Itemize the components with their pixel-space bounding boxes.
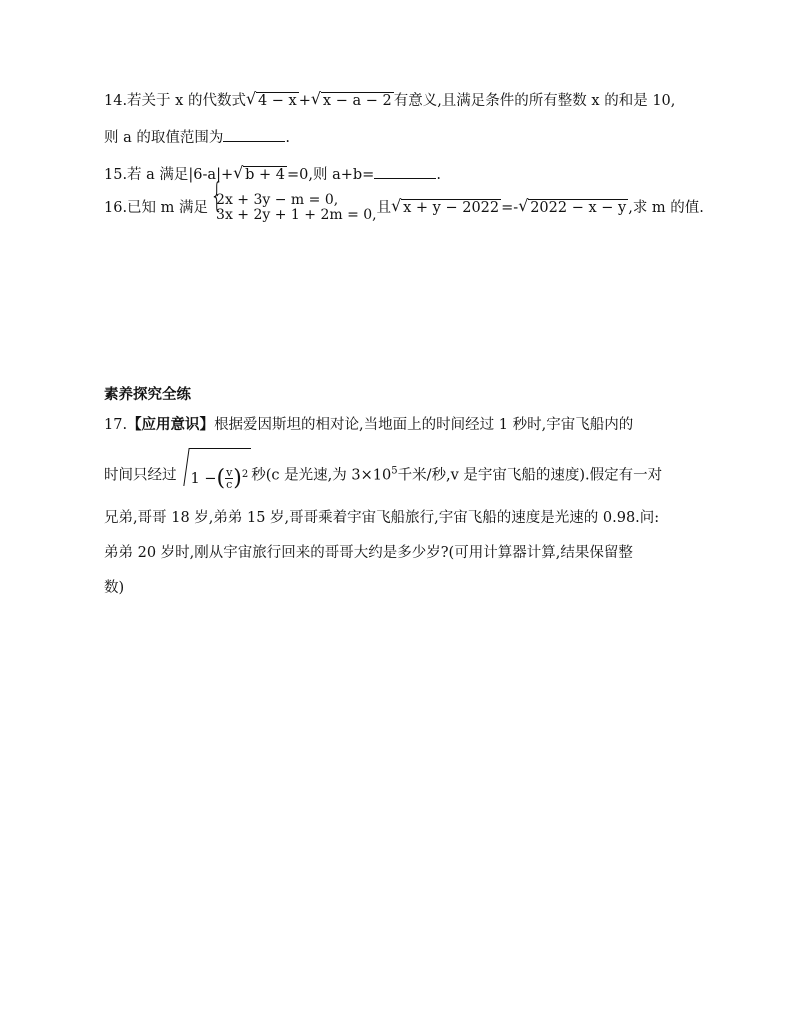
q16-mid: 且: [376, 200, 392, 216]
q16-equation-1: { 2x + 3y − m = 0,: [216, 192, 339, 208]
q15-answer-blank[interactable]: [374, 164, 436, 179]
question-16: [104, 193, 704, 223]
q14-end: .: [285, 130, 290, 146]
q14-answer-blank[interactable]: [223, 127, 285, 142]
q16-radical-1: [392, 193, 501, 223]
q16-equation-system: [208, 193, 377, 223]
q17-line2-tail: 千米/秒,v 是宇宙飞船的速度).假定有一对: [397, 467, 663, 484]
q16-eqsign: =-: [501, 200, 519, 216]
q17-frac-num: v: [226, 466, 233, 480]
q16-equation-2: 3x + 2y + 1 + 2m = 0,: [216, 207, 377, 223]
q17-frac-den: c: [226, 478, 233, 492]
question-15: [104, 164, 441, 185]
q17-number: 17.: [104, 417, 128, 433]
q15-middle: =0,则 a+b=: [287, 167, 375, 183]
q14-radicand-1: 4 − x: [257, 93, 297, 109]
q17-one-minus: 1 −: [190, 470, 217, 487]
q14-radical-2: [312, 91, 394, 111]
q14-suffix: 有意义,且满足条件的所有整数 x 的和是 10,: [393, 93, 676, 109]
q14-plus: +: [298, 93, 311, 109]
q16-radical-2: [519, 193, 628, 223]
q16-suffix: ,求 m 的值.: [628, 200, 704, 216]
q16-prefix: 16.已知 m 满足: [104, 200, 209, 216]
q17-radical: [177, 448, 252, 503]
q17-radicand: [189, 448, 252, 503]
q15-end: .: [436, 167, 441, 183]
question-14-line-2: [104, 127, 290, 148]
q17-left-paren: (: [216, 465, 226, 491]
q17-tag: 【应用意识】: [127, 416, 215, 433]
q14-radical-1: [247, 91, 299, 111]
question-17-line-1: [104, 415, 633, 435]
q17-text-1: 根据爱因斯坦的相对论,当地面上的时间经过 1 秒时,宇宙飞船内的: [214, 417, 634, 433]
q16-radicand-2: 2022 − x − y: [530, 200, 627, 216]
q15-prefix: 15.若 a 满足|6-a|+: [104, 167, 234, 183]
q17-line2-after: 秒(c 是光速,为 3×10: [251, 467, 392, 484]
q16-radicand-1: x + y − 2022: [403, 200, 500, 216]
question-14-line-1: [104, 91, 675, 111]
question-17-line-3: 兄弟,哥哥 18 岁,弟弟 15 岁,哥哥乘着宇宙飞船旅行,宇宙飞船的速度是光速的 0.98.问:: [104, 510, 660, 526]
q14-line2: 则 a 的取值范围为: [104, 130, 224, 146]
q14-prefix: 14.若关于 x 的代数式: [104, 93, 246, 109]
q17-power: 5: [391, 465, 398, 477]
question-17-line-4: 弟弟 20 岁时,刚从宇宙旅行回来的哥哥大约是多少岁?(可用计算器计算,结果保留整: [104, 545, 633, 561]
q14-radicand-2: x − a − 2: [322, 93, 392, 109]
section-title: 素养探究全练: [104, 387, 191, 403]
q17-line2-prefix: 时间只经过: [104, 467, 177, 484]
q15-radicand: b + 4: [245, 167, 285, 183]
question-17-line-2: [104, 448, 662, 503]
question-17-line-5: 数): [104, 580, 125, 596]
q17-exponent: 2: [241, 469, 249, 480]
q15-radical: [234, 165, 287, 185]
q17-right-paren: ): [233, 465, 242, 491]
